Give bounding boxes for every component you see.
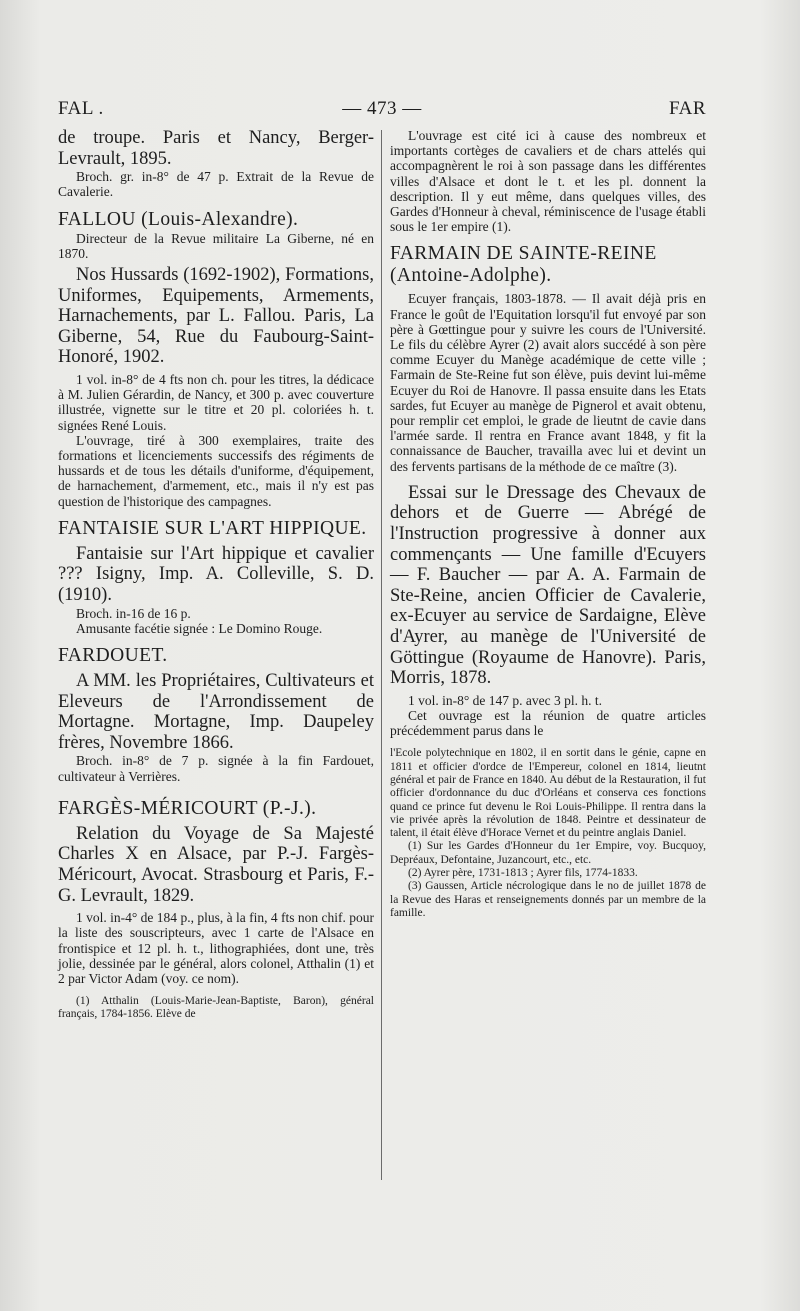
footnote: (1) Sur les Gardes d'Honneur du 1er Empire, voy. Bucquoy, Depréaux, Defontaine, Juzancourt, etc., etc. [390,840,706,866]
page-number: — 473 — [342,98,422,119]
right-column [390,128,706,920]
column-divider [381,130,382,1180]
book-note: Cet ouvrage est la réunion de quatre articles précédemment parus dans le [390,708,706,739]
book-note: Amusante facétie signée : Le Domino Rouge. [76,620,323,636]
book-description: Broch. in-8° de 7 p. signée à la fin Fardouet, cultivateur à Verrières. [58,753,374,784]
author-bio: Directeur de la Revue militaire La Giberne, né en 1870. [58,230,374,261]
author-heading: FALLOU (Louis-Alexandre). [58,208,299,230]
book-title: Nos Hussards (1692-1902), Formations, Uniformes, Equipements, Armements, Harnachements, par L. Fallou. Paris, La Giberne, 54, Rue du Faubourg-Saint-Honoré, 1902. [58,265,374,368]
running-head-left: FAL . [58,98,104,119]
book-title: A MM. les Propriétaires, Cultivateurs et Eleveurs de l'Arrondissement de Mortagne. Mortagne, Imp. Daupeley frères, Novembre 1866. [58,670,374,753]
author-heading: FARDOUET. [58,644,168,666]
footnote: (2) Ayrer père, 1731-1813 ; Ayrer fils, 1774-1833. [408,867,638,880]
author-bio: Ecuyer français, 1803-1878. — Il avait déjà pris en France le goût de l'Equitation lorsqu'il fut envoyé par son père à Gœttingue pour y suivre les cours de l'Université. Le fils du célèbre Ayrer (2) avait alors succédé à son père comme Ecuyer du Manège académique de cette ville ; Farmain de Ste-Reine fut son élève, puis devint lui-même Ecuyer du Roi de Hanovre. Il passa ensuite dans les Etats sardes, fut Ecuyer au manège de Pignerol et avait obtenu, pour remplir cet emploi, le grade de lieutnt de cavie dans l'armée sarde. Il rentra en France avant 1848, y fit la connaissance de Baucher, travailla avec lui et devint un des fervents partisans de la méthode de ce maître (3). [390,291,706,474]
author-heading: FARMAIN DE SAINTE-REINE (Antoine-Adolphe). [390,243,657,287]
entry-heading: FANTAISIE SUR L'ART HIPPIQUE. [58,517,367,539]
book-title: Relation du Voyage de Sa Majesté Charles X en Alsace, par P.-J. Fargès-Méricourt, Avocat. Strasbourg et Paris, F.-G. Levrault, 1829. [58,823,374,906]
book-description: 1 vol. in-8° de 147 p. avec 3 pl. h. t. [408,692,602,708]
footnote: (3) Gaussen, Article nécrologique dans le no de juillet 1878 de la Revue des Haras et renseignements donnés par un membre de la famille. [390,880,706,919]
author-heading: FARGÈS-MÉRICOURT (P.-J.). [58,797,317,819]
running-head-right: FAR [668,98,706,119]
book-description: 1 vol. in-4° de 184 p., plus, à la fin, 4 fts non chif. pour la liste des souscripteurs, avec 1 carte de l'Alsace en frontispice et 12 pl. h. t., lithographiées, dont une, très jolie, dessinée par le général, alors colonel, Atthalin (1) et 2 par Victor Adam (voy. ce nom). [58,910,374,986]
running-head [58,98,706,126]
book-note: L'ouvrage, tiré à 300 exemplaires, traite des formations et licenciements successifs des régiments de hussards et de tous les détails d'uniforme, d'équipement, de harnachement, d'armement, etc., mais il n'y est pas question de l'historique des campagnes. [58,432,374,509]
left-column [58,128,374,1022]
footnote: l'Ecole polytechnique en 1802, il en sortit dans le génie, capne en 1811 et officier d'ordce de l'Empereur, colonel en 1814, lieutnt général et pair de France en 1840. Au début de la Restauration, il fut officier d'ordonnance du duc d'Orléans et conserva ces fonctions quand ce prince fut devenu le Roi Louis-Philippe. Il rentra dans la vie privée après la révolution de 1848. Peintre et dessinateur de talent, il était élève d'Horace Vernet et du peintre anglais Daniel. [390,747,706,840]
book-title: Essai sur le Dressage des Chevaux de dehors et de Guerre — Abrégé de l'Instruction progressive à donner aux commençants — Une famille d'Ecuyers — F. Baucher — par A. A. Farmain de Ste-Reine, ancien Officier de Cavalerie, ex-Ecuyer au service de Sardaigne, Elève d'Ayrer, au manège de l'Université de Göttingue (Royaume de Hanovre). Paris, Morris, 1878. [390,482,706,689]
entry-continuation: L'ouvrage est cité ici à cause des nombreux et importants cortèges de cavaliers et de chars attelés qui accompagnèrent le roi à son passage dans les différentes villes d'Alsace et dont le t. et les pl. donnent la description. Il y eut même, dans quelques villes, des Gardes d'Honneur à cheval, réminiscence de l'usage établi sous le 1er empire (1). [390,128,706,235]
book-description: 1 vol. in-8° de 4 fts non ch. pour les titres, la dédicace à M. Julien Gérardin, de Nancy, et 300 p. avec couverture illustrée, vignette sur le titre et 20 pl. coloriées h. t. signées René Louis. [58,371,374,433]
book-description: Broch. in-16 de 16 p. [76,605,191,621]
entry-continuation: de troupe. Paris et Nancy, Berger-Levrault, 1895. [58,128,374,169]
entry-description: Broch. gr. in-8° de 47 p. Extrait de la Revue de Cavalerie. [58,169,374,200]
book-title: Fantaisie sur l'Art hippique et cavalier ??? Isigny, Imp. A. Colleville, S. D. (1910). [58,543,374,605]
footnote: (1) Atthalin (Louis-Marie-Jean-Baptiste, Baron), général français, 1784-1856. Elève de [58,995,374,1021]
